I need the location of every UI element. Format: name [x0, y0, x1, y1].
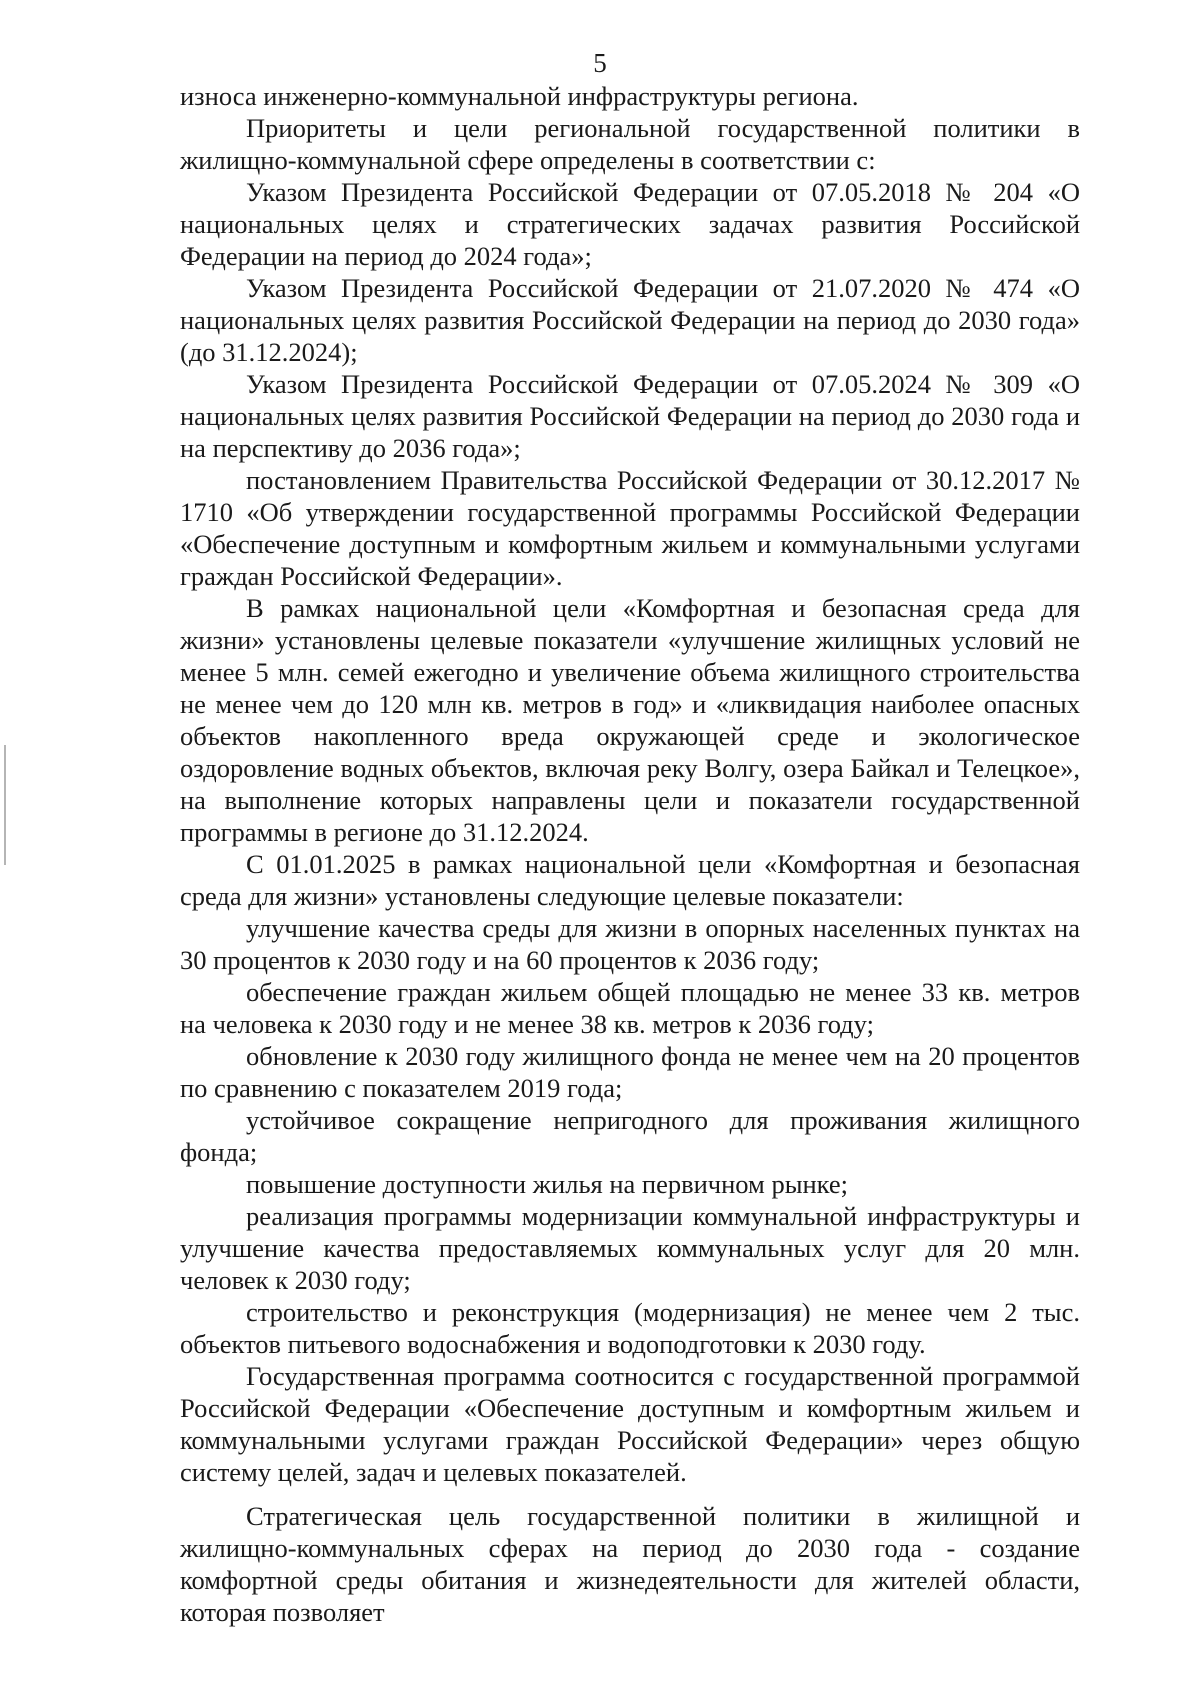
list-item-housing-area: обеспечение граждан жильем общей площадью не менее 33 кв. метров на человека к 2030 году и не менее 38 кв. метров к 2036 году; — [180, 977, 1080, 1039]
scan-edge-mark — [4, 745, 6, 865]
paragraph-decree-2024: Указом Президента Российской Федерации от 07.05.2024 № 309 «О национальных целях развития Российской Федерации на период до 2030 года и на перспективу до 2036 года»; — [180, 369, 1080, 463]
paragraph-national-goal: В рамках национальной цели «Комфортная и безопасная среда для жизни» установлены целевые показатели «улучшение жилищных условий не менее 5 млн. семей ежегодно и увеличение объема жилищного строительства не менее чем до 120 млн кв. метров в год» и «ликвидация наиболее опасных объектов накопленного вреда окружающей среде и экологическое оздоровление водных объектов, включая реку Волгу, озера Байкал и Телецкое», на выполнение которых направлены цели и показатели государственной программы в регионе до 31.12.2024. — [180, 593, 1080, 847]
paragraph-priorities: Приоритеты и цели региональной государственной политики в жилищно-коммунальной сфере определены в соответствии с: — [180, 113, 1080, 175]
paragraph-decree-2020: Указом Президента Российской Федерации от 21.07.2020 № 474 «О национальных целях развития Российской Федерации на период до 2030 года» (до 31.12.2024); — [180, 273, 1080, 367]
paragraph-decree-2018: Указом Президента Российской Федерации от 07.05.2018 № 204 «О национальных целях и стратегических задачах развития Российской Федерации на период до 2024 года»; — [180, 177, 1080, 271]
paragraph-program-correlation: Государственная программа соотносится с государственной программой Российской Федерации «Обеспечение доступным и комфортным жильем и коммунальными услугами граждан Российской Федерации» через общую систему целей, задач и целевых показателей. — [180, 1361, 1080, 1487]
paragraph-continuation: износа инженерно-коммунальной инфраструктуры региона. — [180, 81, 859, 111]
paragraph-government-resolution: постановлением Правительства Российской Федерации от 30.12.2017 № 1710 «Об утверждении государственной программы Российской Федерации «Обеспечение доступным и комфортным жильем и коммунальными услугами граждан Российской Федерации». — [180, 465, 1080, 591]
paragraph-targets-2025: С 01.01.2025 в рамках национальной цели «Комфортная и безопасная среда для жизни» установлены следующие целевые показатели: — [180, 849, 1080, 911]
list-item-housing-affordability: повышение доступности жилья на первичном рынке; — [246, 1169, 849, 1199]
document-body — [180, 80, 1080, 1628]
list-item-unfit-housing: устойчивое сокращение непригодного для проживания жилищного фонда; — [180, 1105, 1080, 1167]
list-item-living-quality: улучшение качества среды для жизни в опорных населенных пунктах на 30 процентов к 2030 году и на 60 процентов к 2036 году; — [180, 913, 1080, 975]
paragraph-strategic-goal: Стратегическая цель государственной политики в жилищной и жилищно-коммунальных сферах на период до 2030 года - создание комфортной среды обитания и жизнедеятельности для жителей области, которая позволяет — [180, 1501, 1080, 1627]
page-number: 5 — [593, 48, 607, 78]
list-item-housing-renewal: обновление к 2030 году жилищного фонда не менее чем на 20 процентов по сравнению с показателем 2019 года; — [180, 1041, 1080, 1103]
list-item-utility-modernization: реализация программы модернизации коммунальной инфраструктуры и улучшение качества предоставляемых коммунальных услуг для 20 млн. человек к 2030 году; — [180, 1201, 1080, 1295]
list-item-water-supply: строительство и реконструкция (модернизация) не менее чем 2 тыс. объектов питьевого водоснабжения и водоподготовки к 2030 году. — [180, 1297, 1080, 1359]
